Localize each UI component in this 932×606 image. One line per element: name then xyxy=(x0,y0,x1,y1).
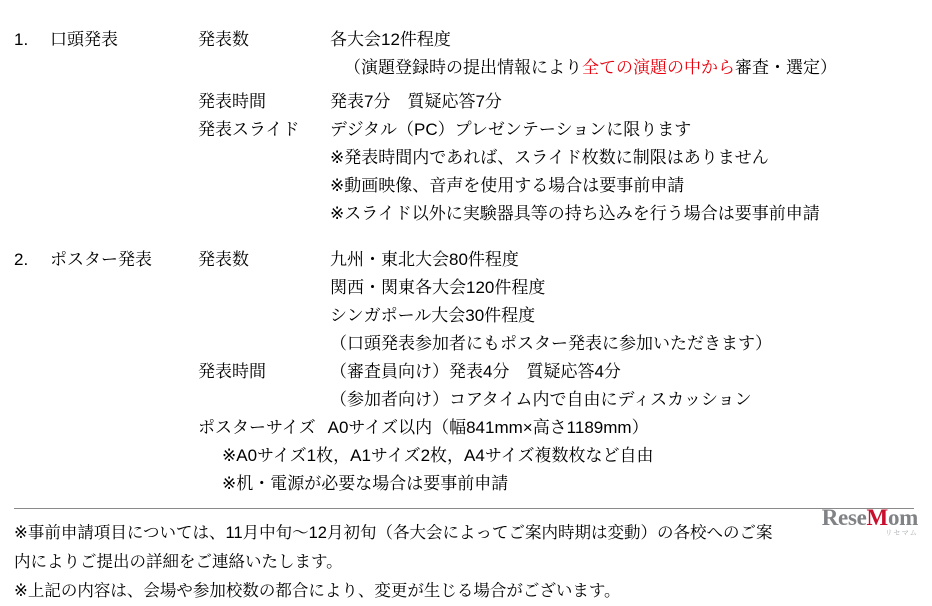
note-pre: （演題登録時の提出情報により xyxy=(344,58,582,77)
line-slide-4: ※スライド以外に実験器具等の持ち込みを行う場合は要事前申請 xyxy=(330,204,820,223)
section-oral-presentation xyxy=(14,26,914,228)
footer-divider xyxy=(14,508,914,509)
line-poster-time-2: （参加者向け）コアタイム内で自由にディスカッション xyxy=(330,390,752,409)
content-poster-time xyxy=(330,358,914,414)
line-poster-count-1: 九州・東北大会80件程度 xyxy=(330,250,519,269)
note-red: 全ての演題の中から xyxy=(582,58,735,77)
row-poster-size xyxy=(198,414,914,442)
footer-notes xyxy=(14,519,914,606)
footer-line-1: ※事前申請項目については、11月中旬～12月初旬（各大会によってご案内時期は変動）の各校へのご案 xyxy=(14,524,773,542)
poster-size-notes xyxy=(198,442,914,498)
content-oral-count xyxy=(330,26,914,82)
value-poster-size: A0サイズ以内（幅841mm×高さ1189mm） xyxy=(327,418,649,437)
section-1-rows xyxy=(198,26,914,228)
section-2-header xyxy=(14,246,914,498)
section-poster-presentation xyxy=(14,246,914,498)
content-oral-time xyxy=(330,88,914,116)
section-2-title: ポスター発表 xyxy=(50,250,152,269)
label-presentation-time: 発表時間 xyxy=(198,92,266,111)
line-poster-count-2: 関西・関東各大会120件程度 xyxy=(330,278,546,297)
spacer-section xyxy=(14,232,914,246)
line-poster-size-note-2: ※机・電源が必要な場合は要事前申請 xyxy=(222,474,509,493)
logo-text-accent: M xyxy=(866,505,888,530)
content-poster-count xyxy=(330,246,914,358)
row-oral-count xyxy=(198,26,914,82)
content-oral-slide xyxy=(330,116,914,228)
section-1-title: 口頭発表 xyxy=(50,30,118,49)
line-poster-size-note-1: ※A0サイズ1枚，A1サイズ2枚，A4サイズ複数枚など自由 xyxy=(222,446,654,465)
section-1-header xyxy=(14,26,914,228)
section-2-number: 2. xyxy=(14,250,29,269)
row-poster-time xyxy=(198,358,914,414)
line-slide-3: ※動画映像、音声を使用する場合は要事前申請 xyxy=(330,176,685,195)
label-poster-size: ポスターサイズ xyxy=(198,418,316,437)
line-poster-count-note: （口頭発表参加者にもポスター発表に参加いただきます） xyxy=(330,334,772,353)
label-poster-count: 発表数 xyxy=(198,250,249,269)
logo-text-part-1: Rese xyxy=(821,505,867,530)
row-poster-count xyxy=(198,246,914,358)
note-post: 審査・選定） xyxy=(735,58,837,77)
line-slide-1: デジタル（PC）プレゼンテーションに限ります xyxy=(330,120,692,139)
label-presentation-count: 発表数 xyxy=(198,30,249,49)
resemom-logo xyxy=(822,505,918,538)
line-oral-count-value: 各大会12件程度 xyxy=(330,30,451,49)
footer-line-3: ※上記の内容は、会場や参加校数の都合により、変更が生じる場合がございます。 xyxy=(14,582,621,600)
line-slide-2: ※発表時間内であれば、スライド枚数に制限はありません xyxy=(330,148,769,167)
line-poster-time-1: （審査員向け）発表4分 質疑応答4分 xyxy=(330,362,621,381)
row-oral-time xyxy=(198,88,914,116)
line-oral-time-value: 発表7分 質疑応答7分 xyxy=(330,92,502,111)
logo-subtext: リセマム xyxy=(885,530,918,537)
section-1-number: 1. xyxy=(14,30,29,49)
section-2-rows xyxy=(198,246,914,498)
footer-line-2: 内によりご提出の詳細をご連絡いたします。 xyxy=(14,553,343,571)
row-oral-slide xyxy=(198,116,914,228)
logo-text-part-2: om xyxy=(887,505,918,530)
label-presentation-slide: 発表スライド xyxy=(198,120,300,139)
line-oral-count-note xyxy=(330,54,914,82)
label-poster-time: 発表時間 xyxy=(198,362,266,381)
line-poster-count-3: シンガポール大会30件程度 xyxy=(330,306,536,325)
